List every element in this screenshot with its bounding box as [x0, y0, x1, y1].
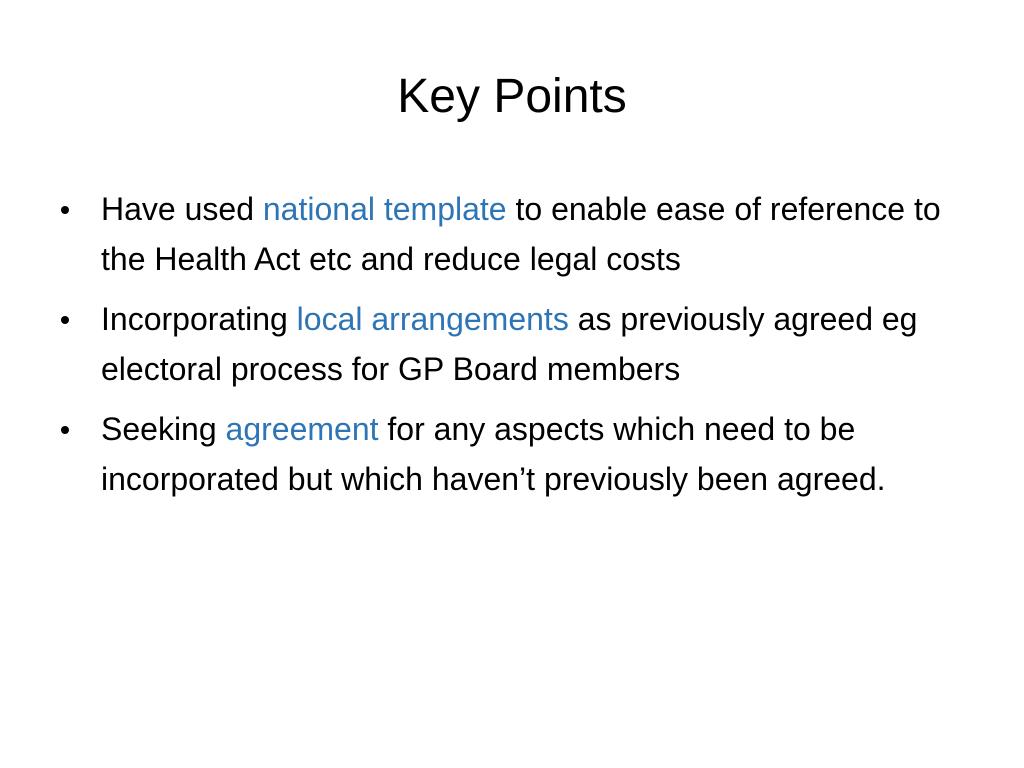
bullet-text-after: to enable ease of reference to the Health Act etc and reduce legal costs — [101, 191, 941, 277]
bullet-dot-icon — [61, 426, 69, 434]
bullet-text-after: as previously agreed eg electoral process for GP Board members — [101, 301, 918, 387]
bullet-highlight: national template — [262, 191, 507, 227]
slide-title: Key Points — [397, 70, 627, 123]
bullet-text-before: Incorporating — [101, 301, 297, 337]
bullet-highlight: agreement — [225, 411, 379, 447]
bullet-dot-icon — [61, 206, 69, 214]
bullet-text-before: Have used — [101, 191, 263, 227]
bullet-item — [56, 404, 976, 504]
bullet-list — [56, 184, 976, 514]
bullet-highlight: local arrangements — [296, 301, 569, 337]
bullet-item — [56, 294, 976, 394]
bullet-dot-icon — [61, 316, 69, 324]
bullet-item — [56, 184, 976, 284]
bullet-text-after: for any aspects which need to be incorporated but which haven’t previously been agreed. — [101, 411, 886, 497]
bullet-text-before: Seeking — [101, 411, 226, 447]
